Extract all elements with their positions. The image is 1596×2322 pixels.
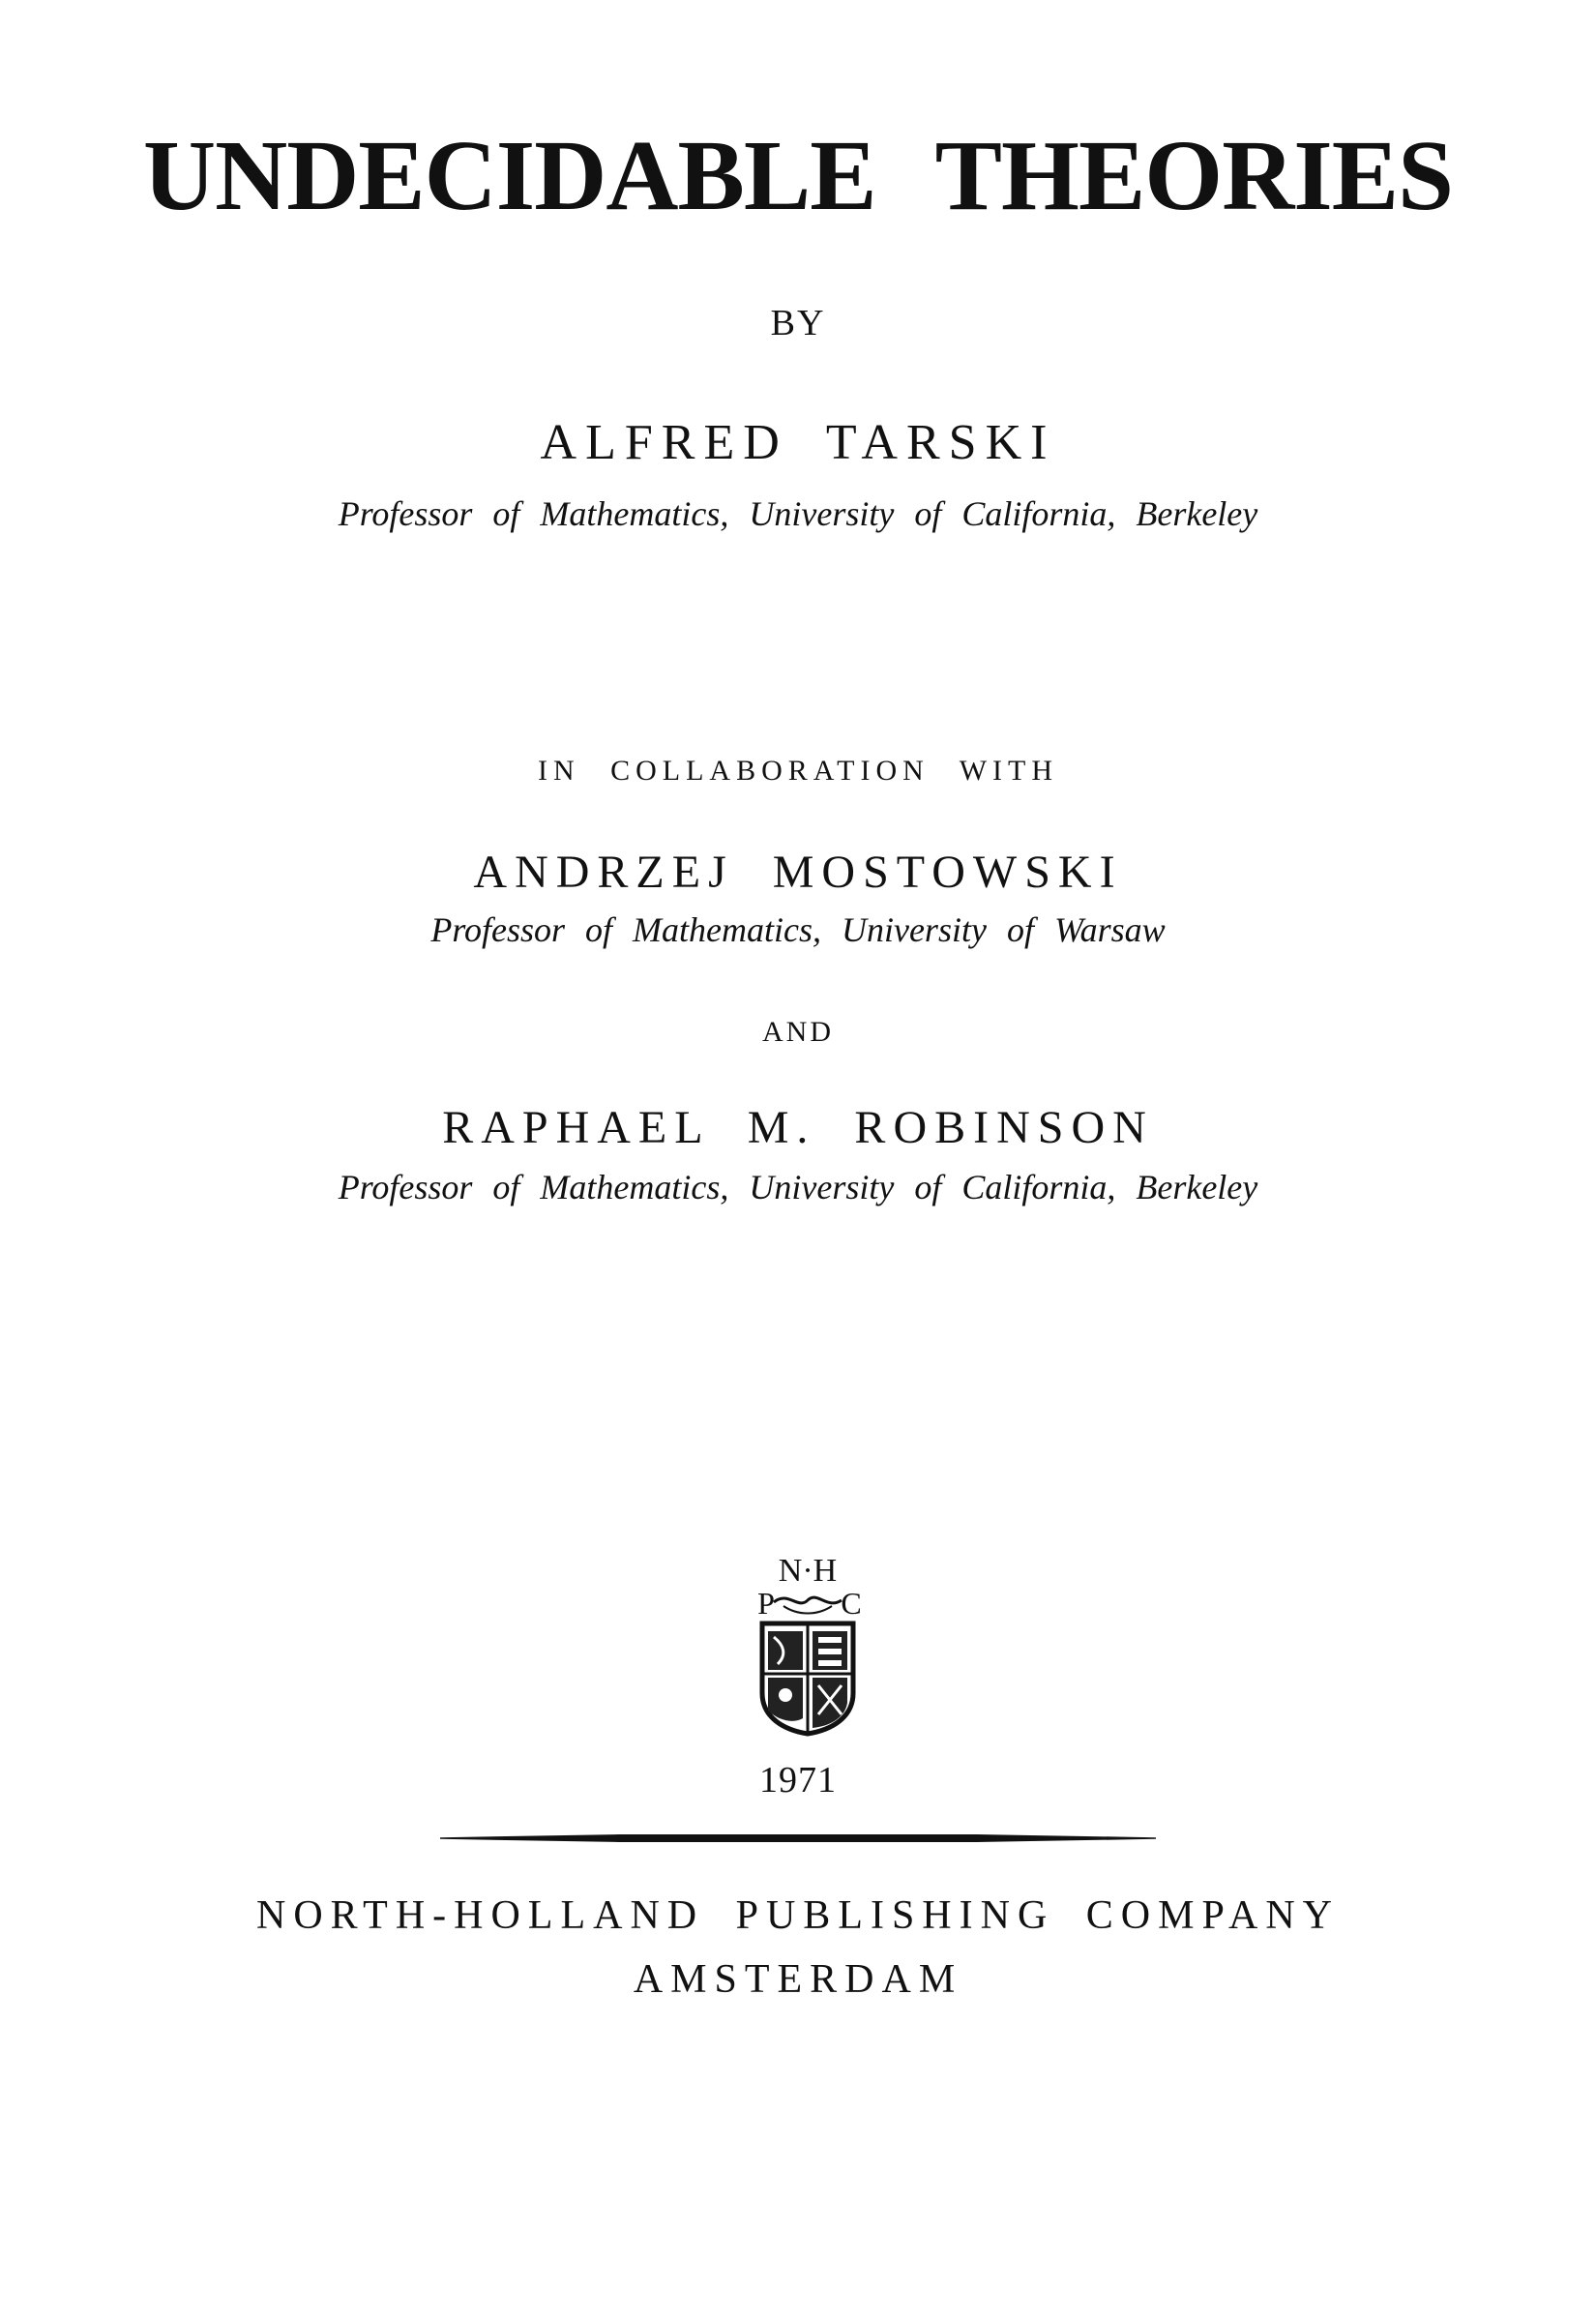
divider-rule	[440, 1834, 1156, 1842]
north-holland-crest-icon	[745, 1548, 871, 1742]
collaborator-name-mostowski: ANDRZEJ MOSTOWSKI	[473, 847, 1123, 898]
publisher-name: NORTH-HOLLAND PUBLISHING COMPANY	[256, 1893, 1340, 1938]
collaborator-name-robinson: RAPHAEL M. ROBINSON	[442, 1102, 1154, 1153]
and-label: AND	[762, 1016, 834, 1048]
collaboration-label: IN COLLABORATION WITH	[537, 755, 1059, 787]
book-title: UNDECIDABLE THEORIES	[142, 120, 1453, 231]
by-label: BY	[770, 303, 826, 343]
svg-text:P: P	[757, 1586, 775, 1621]
svg-text:N·H: N·H	[778, 1553, 838, 1589]
collaborator-affiliation-mostowski: Professor of Mathematics, University of Warsaw	[430, 910, 1166, 949]
author-affiliation: Professor of Mathematics, University of California, Berkeley	[338, 494, 1258, 533]
publication-year: 1971	[759, 1760, 837, 1801]
author-name: ALFRED TARSKI	[540, 415, 1056, 470]
publisher-city: AMSTERDAM	[633, 1957, 963, 2002]
svg-text:C: C	[841, 1586, 862, 1621]
collaborator-affiliation-robinson: Professor of Mathematics, University of California, Berkeley	[338, 1168, 1258, 1206]
